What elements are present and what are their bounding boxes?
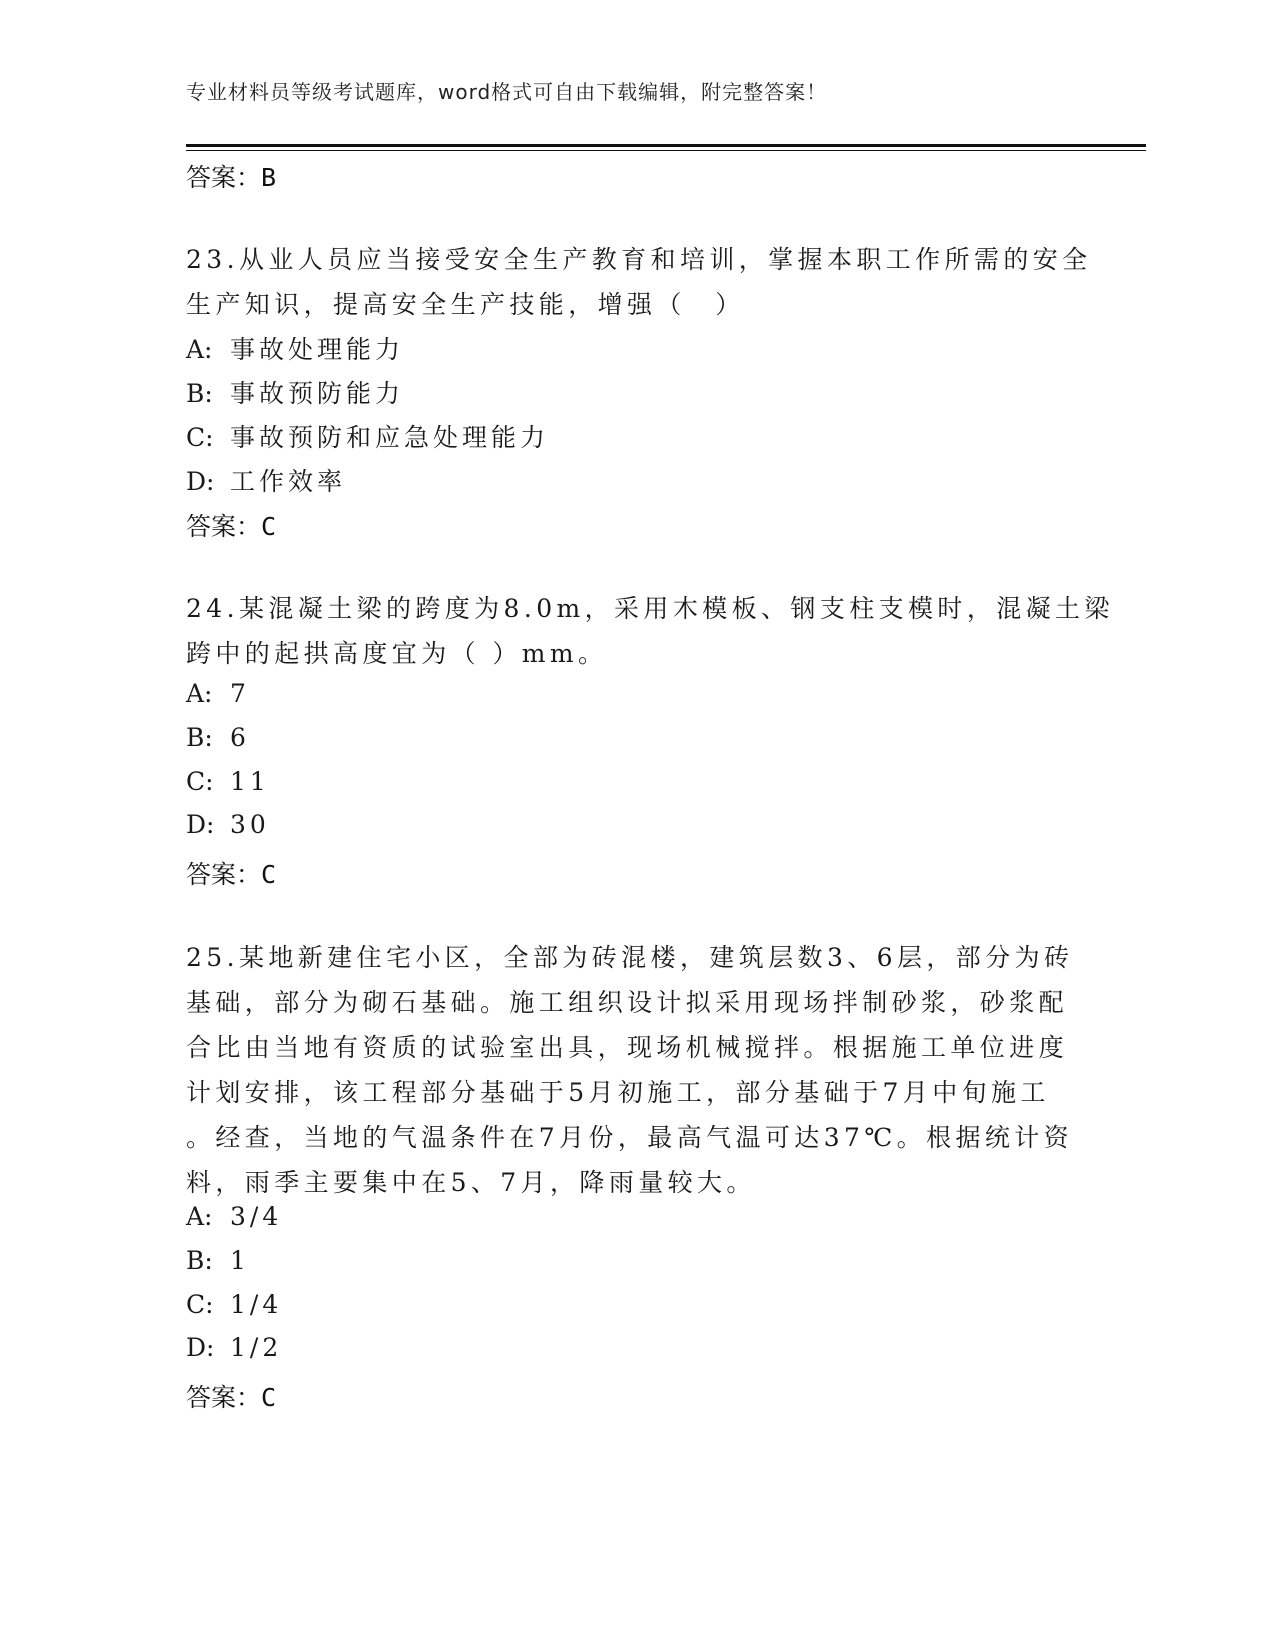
question-25-stem	[186, 935, 1086, 1205]
stem-line: 24.某混凝土梁的跨度为8.0m，采用木模板、钢支柱支模时，混凝土梁	[186, 594, 1114, 623]
question-24-stem	[186, 586, 1114, 676]
option-text: 事故预防能力	[230, 379, 405, 408]
page-header: 专业材料员等级考试题库，word格式可自由下载编辑，附完整答案！	[186, 80, 828, 104]
answer-value: C	[261, 512, 277, 541]
option-text: 30	[230, 810, 270, 839]
stem-line: 合比由当地有资质的试验室出具，现场机械搅拌。根据施工单位进度	[186, 1033, 1069, 1062]
option-letter: A:	[186, 679, 213, 708]
option-text: 3/4	[230, 1202, 283, 1231]
answer-label: 答案：	[186, 163, 262, 192]
option-text: 1/2	[230, 1333, 283, 1362]
option-letter: D:	[186, 810, 215, 839]
answer-value: C	[261, 1383, 277, 1412]
q23-option-d	[186, 462, 346, 498]
answer-value: B	[261, 163, 277, 192]
option-letter: D:	[186, 1333, 215, 1362]
stem-line: 。经查，当地的气温条件在7月份，最高气温可达37℃。根据统计资	[186, 1123, 1074, 1152]
q25-option-b	[186, 1246, 250, 1275]
answer-24	[186, 855, 276, 891]
option-text: 7	[230, 679, 250, 708]
option-text: 事故预防和应急处理能力	[230, 423, 550, 452]
stem-line: 23.从业人员应当接受安全生产教育和培训，掌握本职工作所需的安全	[186, 245, 1092, 274]
answer-value: C	[261, 860, 277, 889]
option-letter: C:	[186, 1290, 214, 1319]
option-text: 1/4	[230, 1290, 283, 1319]
option-text: 6	[230, 723, 250, 752]
q24-option-d	[186, 810, 270, 839]
option-text: 1	[230, 1246, 250, 1275]
q24-option-c	[186, 767, 270, 796]
option-letter: B:	[186, 723, 213, 752]
header-rule-thin	[186, 150, 1146, 151]
question-23-stem	[186, 237, 1092, 327]
q24-option-a	[186, 679, 250, 708]
stem-line: 计划安排，该工程部分基础于5月初施工，部分基础于7月中旬施工	[186, 1078, 1050, 1107]
answer-23	[186, 507, 276, 543]
q23-option-c	[186, 418, 549, 454]
q25-option-c	[186, 1290, 282, 1319]
answer-label: 答案：	[186, 860, 262, 889]
option-letter: B:	[186, 379, 213, 408]
q24-option-b	[186, 723, 250, 752]
option-letter: C:	[186, 423, 214, 452]
option-text: 11	[230, 767, 270, 796]
q23-option-a	[186, 330, 404, 366]
option-letter: A:	[186, 335, 213, 364]
stem-line: 跨中的起拱高度宜为（ ）mm。	[186, 639, 608, 668]
option-letter: B:	[186, 1246, 213, 1275]
stem-line: 基础，部分为砌石基础。施工组织设计拟采用现场拌制砂浆，砂浆配	[186, 988, 1069, 1017]
answer-25	[186, 1378, 276, 1414]
q23-option-b	[186, 374, 404, 410]
option-text: 工作效率	[230, 467, 347, 496]
q25-option-a	[186, 1202, 282, 1231]
option-letter: D:	[186, 467, 215, 496]
answer-label: 答案：	[186, 1383, 262, 1412]
option-text: 事故处理能力	[230, 335, 405, 364]
q25-option-d	[186, 1333, 282, 1362]
answer-22	[186, 158, 276, 194]
header-rule-thick	[186, 144, 1146, 147]
option-letter: C:	[186, 767, 214, 796]
stem-line: 25.某地新建住宅小区，全部为砖混楼，建筑层数3、6层，部分为砖	[186, 943, 1074, 972]
stem-line: 生产知识，提高安全生产技能，增强（ ）	[186, 290, 745, 319]
answer-label: 答案：	[186, 512, 262, 541]
option-letter: A:	[186, 1202, 213, 1231]
stem-line: 料，雨季主要集中在5、7月，降雨量较大。	[186, 1168, 756, 1197]
